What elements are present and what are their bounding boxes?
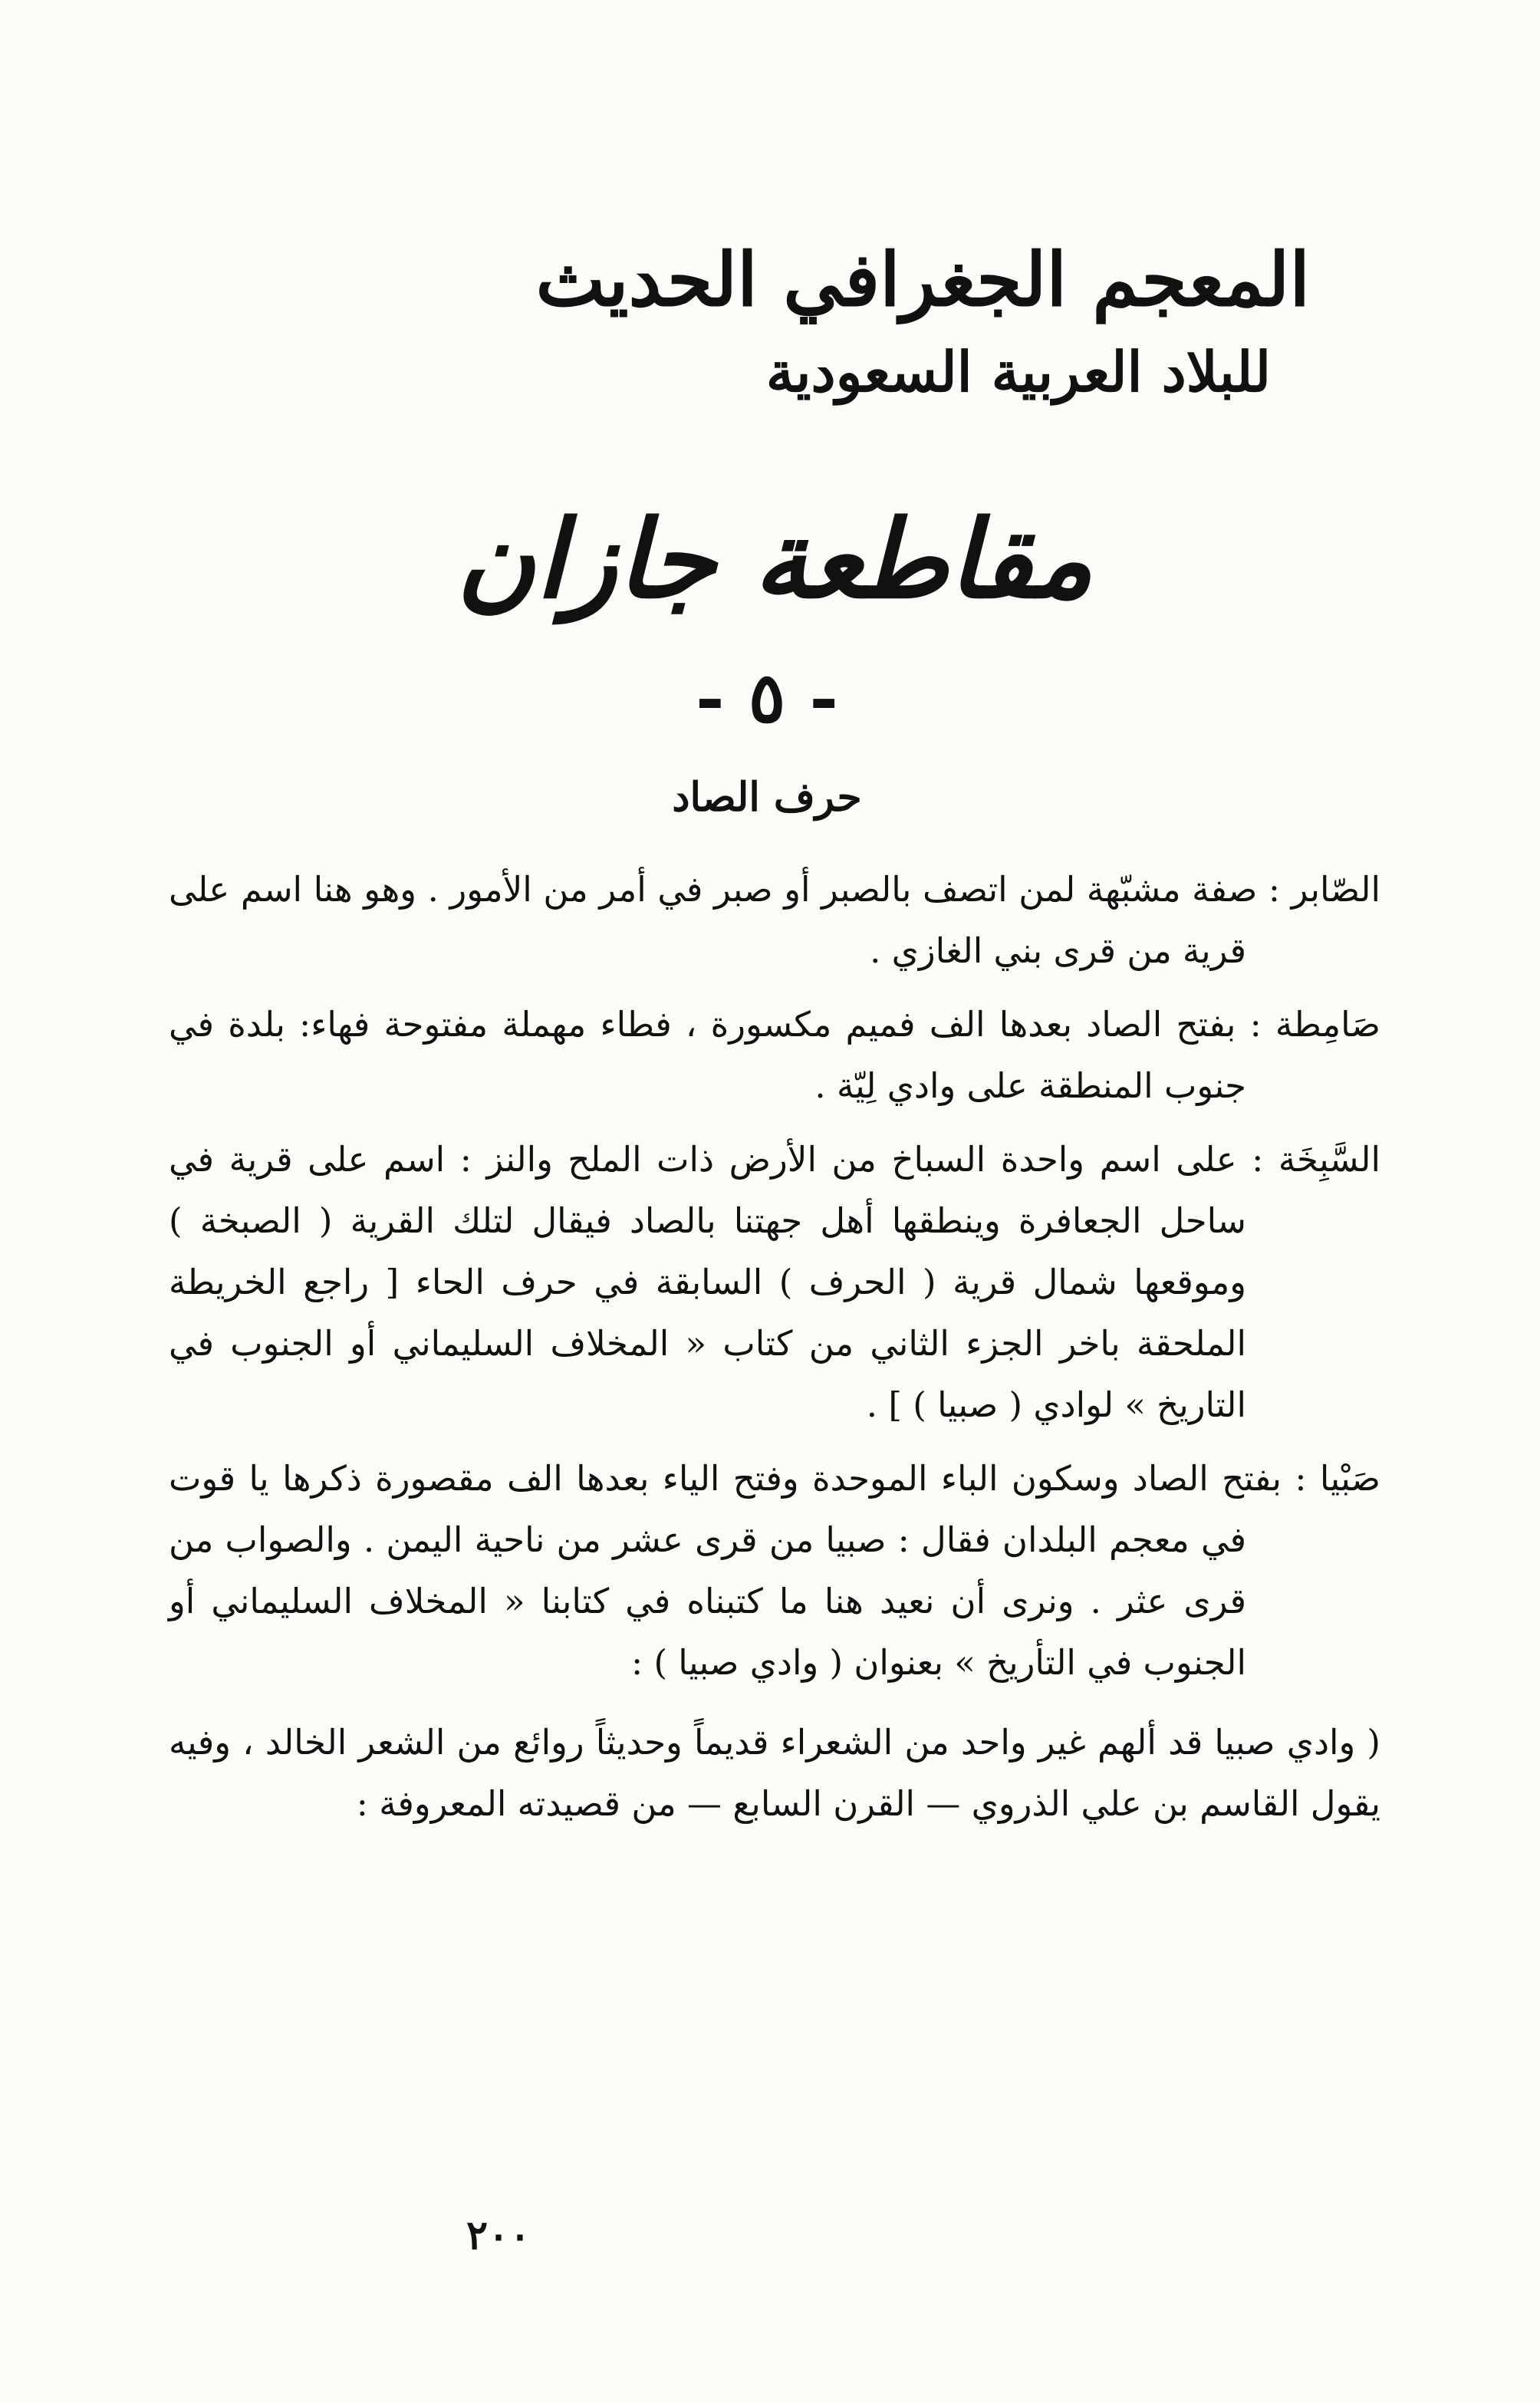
book-title-header <box>535 230 1310 414</box>
book-subtitle: للبلاد العربية السعودية <box>765 339 1272 404</box>
dictionary-content <box>169 859 1380 1835</box>
quote-paragraph: ( وادي صبيا قد ألهم غير واحد من الشعراء قديماً وحديثاً روائع من الشعر الخالد ، وفيه يقول القاسم بن علي الذروي — القرن السابع — من قصيدته المعروفة : <box>169 1722 1380 1824</box>
entry-text: على اسم واحدة السباخ من الأرض ذات الملح والنز : اسم على قرية في ساحل الجعافرة وينطقها أهل جهتنا بالصاد فيقال لتلك القرية ( الصبخة ) وموقعها شمال قرية ( الحرف ) السابقة في حرف الحاء [ راجع الخريطة الملحقة باخر الجزء الثاني من كتاب « المخلاف السليماني أو الجنوب في التاريخ » لوادي ( صبيا ) ] . <box>169 1139 1246 1425</box>
entry-term: السَّبِخَة : <box>1252 1139 1381 1180</box>
dictionary-entry <box>169 859 1380 982</box>
entry-text: بفتح الصاد وسكون الباء الموحدة وفتح الياء بعدها الف مقصورة ذكرها يا قوت في معجم البلدان فقال : صبيا من قرى عشر من ناحية اليمن . والصواب من قرى عثر . ونرى أن نعيد هنا ما كتبناه في كتابنا « المخلاف السليماني أو الجنوب في التأريخ » بعنوان ( وادي صبيا ) : <box>169 1458 1282 1683</box>
entry-term: صَبْيا : <box>1295 1458 1381 1499</box>
dictionary-entry <box>169 1129 1380 1436</box>
section-heading: حرف الصاد <box>672 774 862 821</box>
book-title: المعجم الجغرافي الحديث <box>535 236 1310 323</box>
entry-term: صَامِطة : <box>1249 1004 1380 1045</box>
dictionary-entry <box>169 994 1380 1117</box>
entry-term: الصّابر : <box>1268 869 1380 910</box>
region-title: مقاطعة جازان <box>456 497 1093 623</box>
entry-text: بفتح الصاد بعدها الف فميم مكسورة ، فطاء مهملة مفتوحة فهاء: بلدة في جنوب المنطقة على وادي لِيّة . <box>169 1004 1246 1106</box>
entry-text: صفة مشبّهة لمن اتصف بالصبر أو صبر في أمر من الأمور . وهو هنا اسم على قرية من قرى بني الغازي . <box>169 869 1258 971</box>
page-number: ٢٠٠ <box>466 2212 531 2259</box>
part-number: - ٥ - <box>696 657 838 739</box>
dictionary-entry <box>169 1448 1380 1694</box>
